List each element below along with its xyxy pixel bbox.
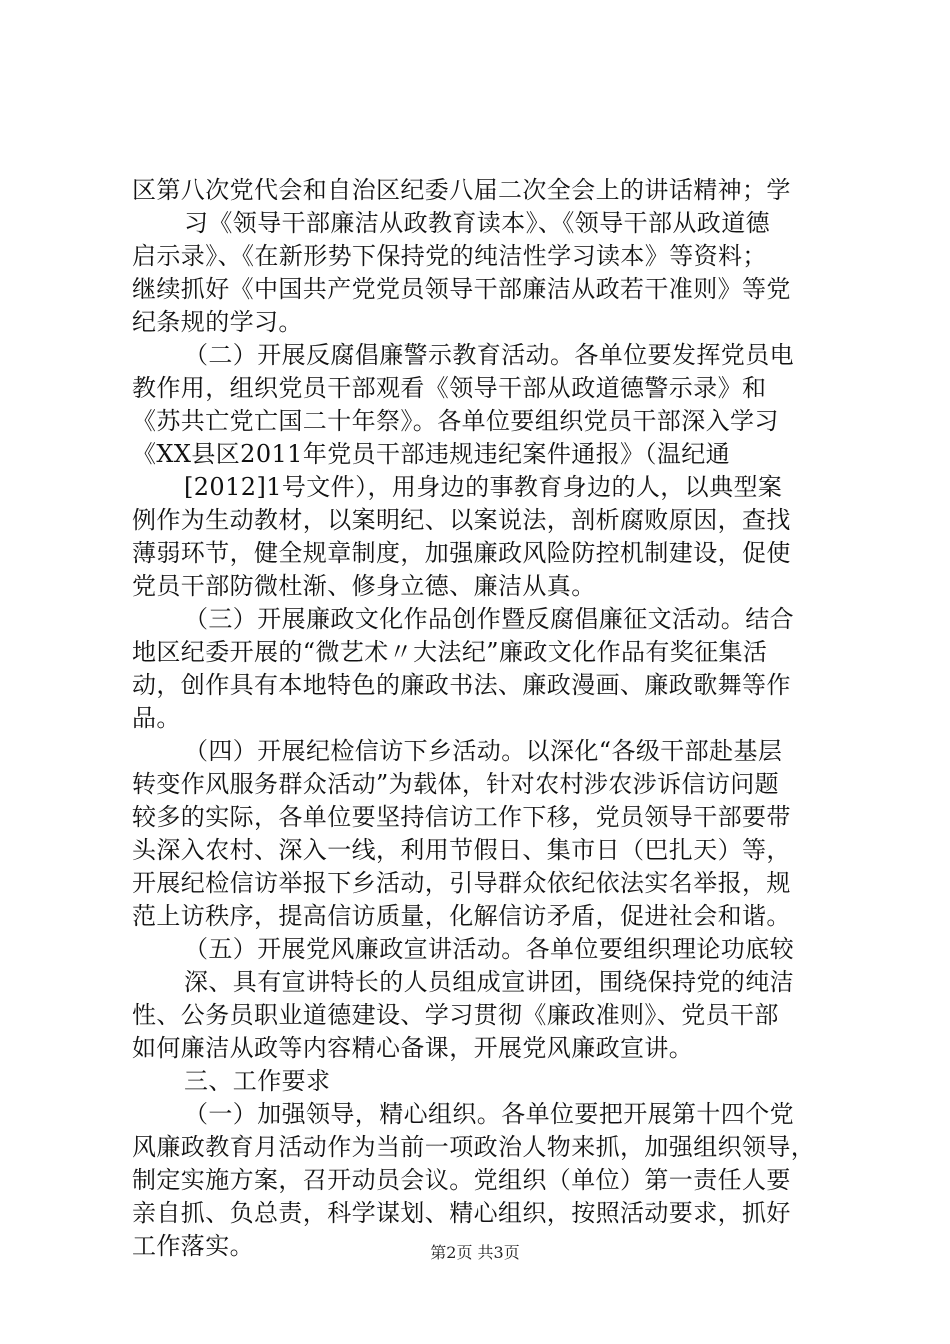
text-line-19: 转变作风服务群众活动”为载体，针对农村涉农涉诉信访问题 xyxy=(132,770,780,798)
text-line-23: 范上访秩序，提高信访质量，化解信访矛盾，促进社会和谐。 xyxy=(132,902,791,930)
text-line-12: 薄弱环节，健全规章制度，加强廉政风险防控机制建设，促使 xyxy=(132,539,791,567)
text-line-13: 党员干部防微杜渐、修身立德、廉洁从真。 xyxy=(132,572,596,600)
text-line-6: （二）开展反腐倡廉警示教育活动。各单位要发挥党员电 xyxy=(184,341,794,369)
text-line-3: 启示录》、《在新形势下保持党的纯洁性学习读本》等资料； xyxy=(132,242,767,270)
text-line-7: 教作用，组织党员干部观看《领导干部从政道德警示录》和 xyxy=(132,374,767,402)
text-line-11: 例作为生动教材，以案明纪、以案说法，剖析腐败原因，查找 xyxy=(132,506,791,534)
text-line-21: 头深入农村、深入一线，利用节假日、集市日（巴扎天）等， xyxy=(132,836,791,864)
text-line-29: （一）加强领导，精心组织。各单位要把开展第十四个党 xyxy=(184,1100,794,1128)
text-line-1: 区第八次党代会和自治区纪委八届二次全会上的讲话精神；学 xyxy=(132,176,791,204)
text-line-2: 习《领导干部廉洁从政教育读本》、《领导干部从政道德 xyxy=(184,209,770,237)
text-line-14: （三）开展廉政文化作品创作暨反腐倡廉征文活动。结合 xyxy=(184,605,794,633)
text-line-10: [2012]1号文件），用身边的事教育身边的人，以典型案 xyxy=(184,473,783,501)
text-line-18: （四）开展纪检信访下乡活动。以深化“各级干部赴基层 xyxy=(184,737,783,765)
text-line-22: 开展纪检信访举报下乡活动，引导群众依纪依法实名举报，规 xyxy=(132,869,791,897)
text-line-33: 工作落实。 xyxy=(132,1232,254,1260)
text-line-15: 地区纪委开展的“微艺术〃大法纪”廉政文化作品有奖征集活 xyxy=(132,638,768,666)
section-heading-work-requirements: 三、工作要求 xyxy=(184,1067,331,1095)
text-line-4: 继续抓好《中国共产党党员领导干部廉洁从政若干准则》等党 xyxy=(132,275,791,303)
text-line-31: 制定实施方案，召开动员会议。党组织（单位）第一责任人要 xyxy=(132,1166,791,1194)
page-number-footer: 第2页 共3页 xyxy=(430,1243,520,1262)
text-line-20: 较多的实际，各单位要坚持信访工作下移，党员领导干部要带 xyxy=(132,803,791,831)
text-line-24: （五）开展党风廉政宣讲活动。各单位要组织理论功底较 xyxy=(184,935,794,963)
text-line-26: 性、公务员职业道德建设、学习贯彻《廉政准则》、党员干部 xyxy=(132,1001,779,1029)
text-line-30: 风廉政教育月活动作为当前一项政治人物来抓，加强组织领导， xyxy=(132,1133,816,1161)
text-line-9: 《XX县区2011年党员干部违规违纪案件通报》（温纪通 xyxy=(132,440,731,468)
text-line-17: 品。 xyxy=(132,704,181,732)
text-line-25: 深、具有宣讲特长的人员组成宣讲团，围绕保持党的纯洁 xyxy=(184,968,794,996)
text-line-16: 动，创作具有本地特色的廉政书法、廉政漫画、廉政歌舞等作 xyxy=(132,671,791,699)
text-line-32: 亲自抓、负总责，科学谋划、精心组织，按照活动要求，抓好 xyxy=(132,1199,791,1227)
text-line-27: 如何廉洁从政等内容精心备课，开展党风廉政宣讲。 xyxy=(132,1034,694,1062)
text-line-5: 纪条规的学习。 xyxy=(132,308,303,336)
text-line-8: 《苏共亡党亡国二十年祭》。各单位要组织党员干部深入学习 xyxy=(132,407,779,435)
